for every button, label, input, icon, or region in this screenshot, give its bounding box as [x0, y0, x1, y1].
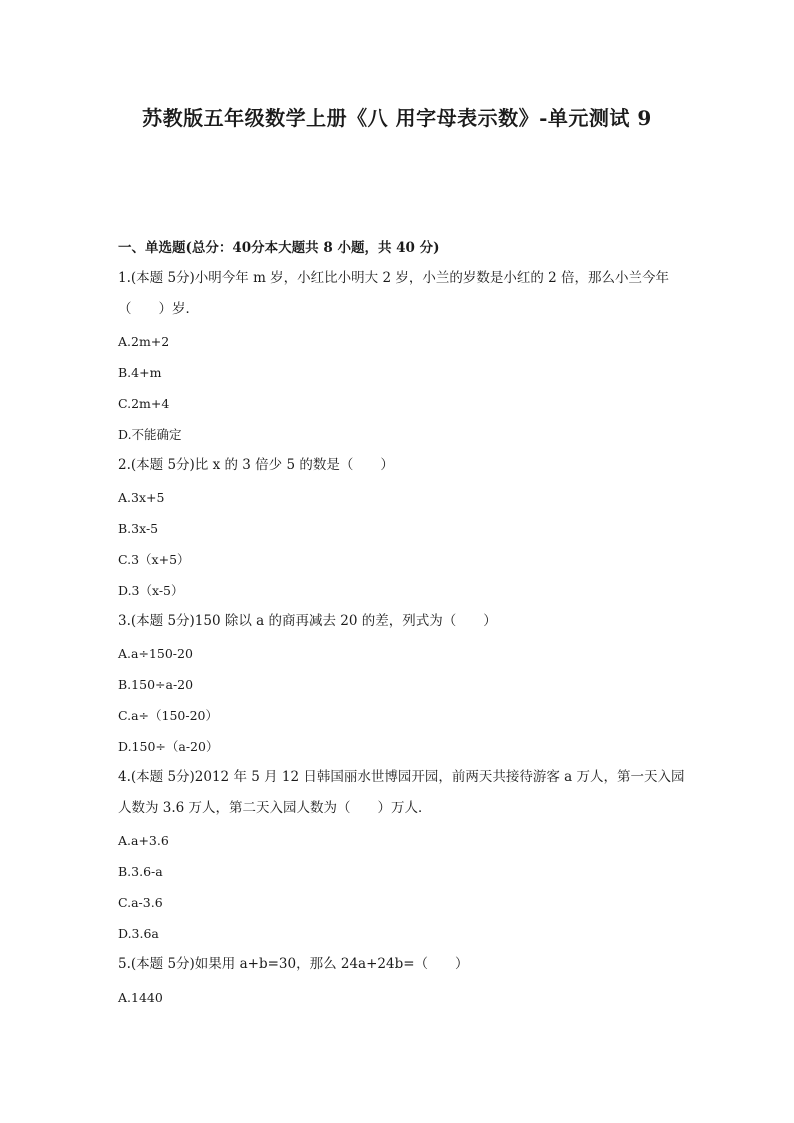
question-1-option-b: B.4+m	[118, 365, 162, 380]
question-5-stem: 5.(本题 5分)如果用 a+b=30，那么 24a+24b=（ ）	[118, 956, 469, 972]
question-3-option-d: D.150÷（a-20）	[118, 739, 219, 754]
question-1-stem: 1.(本题 5分)小明今年 m 岁，小红比小明大 2 岁，小兰的岁数是小红的 2 倍，那么小兰今年（ ）岁．	[118, 270, 670, 317]
question-4-option-b: B.3.6-a	[118, 864, 163, 879]
question-2-stem: 2.(本题 5分)比 x 的 3 倍少 5 的数是（ ）	[118, 457, 394, 473]
question-2-option-d: D.3（x-5）	[118, 583, 184, 598]
question-1-option-a: A.2m+2	[118, 334, 170, 349]
question-4-stem: 4.(本题 5分)2012 年 5 月 12 日韩国丽水世博园开园，前两天共接待游客 a 万人，第一天入园人数为 3.6 万人，第二天入园人数为（ ）万人．	[118, 769, 685, 816]
question-4-option-d: D.3.6a	[118, 926, 159, 941]
question-4-option-c: C.a-3.6	[118, 895, 163, 910]
question-3-stem: 3.(本题 5分)150 除以 a 的商再减去 20 的差，列式为（ ）	[118, 613, 497, 629]
question-1-option-d: D.不能确定	[118, 427, 182, 442]
question-4-option-a: A.a+3.6	[118, 833, 169, 848]
question-3-option-b: B.150÷a-20	[118, 677, 194, 692]
question-2-option-a: A.3x+5	[118, 490, 165, 505]
question-3-option-a: A.a÷150-20	[118, 646, 193, 661]
question-5-option-a: A.1440	[118, 990, 163, 1005]
question-2-option-b: B.3x-5	[118, 521, 159, 536]
question-3-option-c: C.a÷（150-20）	[118, 708, 219, 723]
document-title: 苏教版五年级数学上册《八 用字母表示数》-单元测试 9	[142, 106, 652, 130]
section-heading: 一、单选题(总分：40分本大题共 8 小题，共 40 分)	[118, 240, 440, 256]
question-2-option-c: C.3（x+5）	[118, 552, 190, 567]
question-1-option-c: C.2m+4	[118, 396, 170, 411]
